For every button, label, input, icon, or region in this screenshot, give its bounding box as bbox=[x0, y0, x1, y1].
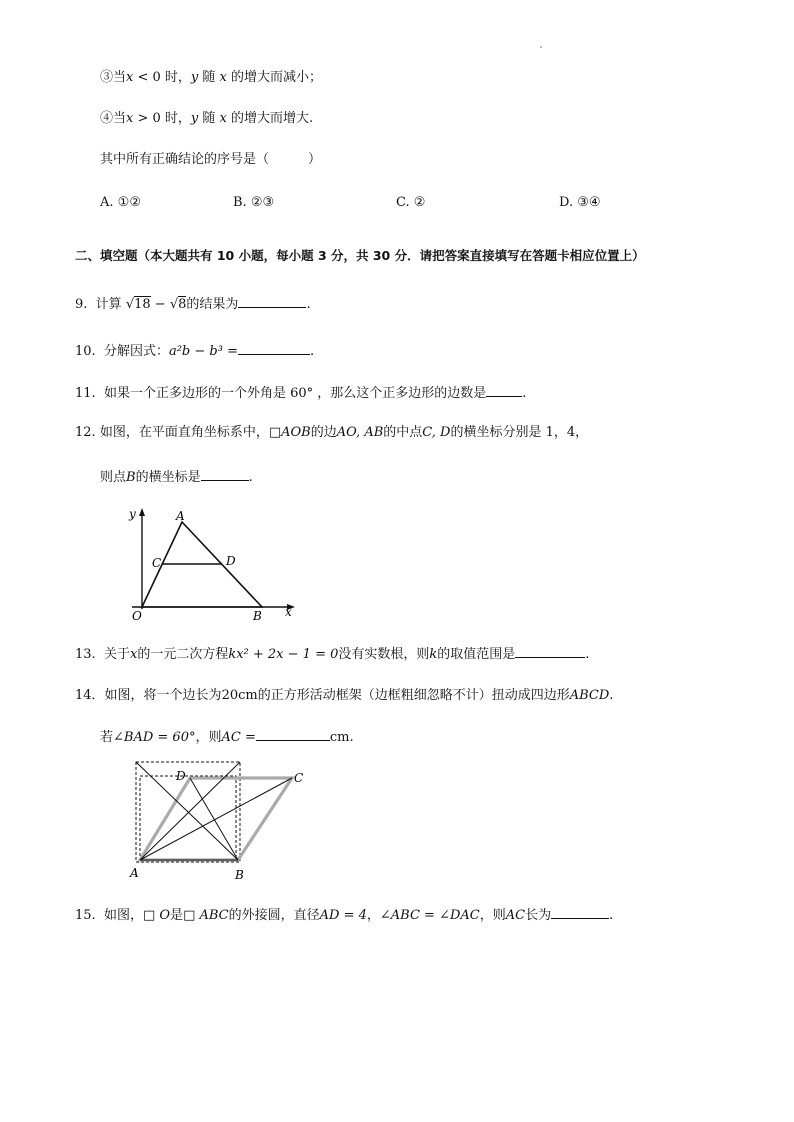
stmt3-prefix: ③当 bbox=[100, 70, 127, 85]
q11-answer-blank[interactable] bbox=[486, 384, 522, 397]
q14-number: 14． bbox=[75, 688, 105, 703]
q14-line1b: 的正方形活动框架（边框粗细忽略不计）扭动成四边形 bbox=[257, 688, 570, 703]
label-x: x bbox=[285, 605, 292, 619]
q9-end: . bbox=[306, 297, 311, 312]
q14-length: 20cm bbox=[221, 688, 258, 703]
q12-pre: 如图，在平面直角坐标系中， bbox=[99, 425, 269, 440]
q12-line2-post: 的横坐标是 bbox=[135, 470, 201, 485]
q11-number: 11. bbox=[75, 386, 96, 401]
q15-ac: AC bbox=[505, 908, 526, 923]
q15-triangle: □ ABC bbox=[183, 908, 229, 923]
q12-points: C, D bbox=[422, 425, 451, 440]
q13-answer-blank[interactable] bbox=[515, 645, 585, 658]
q11-text: 如果一个正多边形的一个外角是 60° ，那么这个正多边形的边数是 bbox=[103, 386, 487, 401]
question-11 bbox=[75, 384, 526, 402]
q9-radical-2: √8 bbox=[169, 297, 187, 312]
stmt4-cond: > 0 时， bbox=[133, 111, 191, 126]
q12-triangle: AOB bbox=[281, 425, 311, 440]
stmt3-mid: 随 bbox=[198, 70, 220, 85]
q13-var: x bbox=[129, 647, 138, 662]
question-9 bbox=[75, 295, 311, 313]
option-value: ② bbox=[413, 195, 426, 210]
stmt4-var-y: y bbox=[190, 111, 199, 126]
question-15 bbox=[75, 906, 613, 924]
q8-prompt: 其中所有正确结论的序号是（ ） bbox=[100, 152, 322, 167]
section-2-heading: 二、填空题（本大题共有 10 小题，每小题 3 分，共 30 分．请把答案直接填写在答题卡相应位置上） bbox=[75, 248, 645, 263]
q8-option-b[interactable] bbox=[233, 195, 274, 211]
stmt4-var-x2: x bbox=[219, 111, 227, 126]
label-a: A bbox=[130, 866, 139, 880]
option-value: ②③ bbox=[250, 195, 275, 210]
diagonal-bd bbox=[190, 778, 238, 860]
stmt4-var-x: x bbox=[126, 111, 134, 126]
q9-post: 的结果为 bbox=[186, 297, 239, 312]
option-label: B. bbox=[233, 195, 247, 210]
dashed-square-inner bbox=[140, 776, 236, 860]
q10-answer-blank[interactable] bbox=[238, 342, 310, 355]
q14-quad: ABCD bbox=[569, 688, 610, 703]
q12-mid2: 的中点 bbox=[383, 425, 423, 440]
label-c: C bbox=[294, 771, 304, 785]
q10-number: 10. bbox=[75, 344, 96, 359]
option-label: D. bbox=[559, 195, 574, 210]
q9-answer-blank[interactable] bbox=[238, 295, 306, 308]
label-b: B bbox=[235, 868, 244, 882]
q9-radical-1: √18 bbox=[125, 297, 151, 312]
q15-angle: ∠ABC = ∠DAC bbox=[379, 908, 480, 923]
q10-expression: a²b − b³ = bbox=[168, 344, 238, 359]
q12-number: 12. bbox=[75, 425, 96, 440]
question-10 bbox=[75, 342, 314, 360]
q13-post: 的取值范围是 bbox=[437, 647, 516, 662]
stmt4-mid: 随 bbox=[198, 111, 220, 126]
q9-minus: − bbox=[150, 297, 170, 312]
question-12-line-2 bbox=[100, 468, 253, 486]
q12-sides: AO, AB bbox=[336, 425, 384, 440]
option-label: C. bbox=[396, 195, 410, 210]
q15-mid: 是 bbox=[170, 908, 184, 923]
stmt3-var-x2: x bbox=[219, 70, 227, 85]
stmt3-var-y: y bbox=[190, 70, 199, 85]
option-value: ①② bbox=[117, 195, 141, 210]
q15-comma: ， bbox=[366, 908, 380, 923]
q15-circle: □ O bbox=[142, 908, 171, 923]
q14-ac: AC = bbox=[221, 730, 256, 745]
q15-ad: AD = 4 bbox=[319, 908, 367, 923]
q15-end: . bbox=[609, 908, 614, 923]
q8-option-c[interactable] bbox=[396, 195, 425, 211]
q15-mid2: 的外接圆，直径 bbox=[228, 908, 320, 923]
q15-number: 15. bbox=[75, 908, 96, 923]
q12-end: . bbox=[248, 470, 253, 485]
statement-3 bbox=[100, 70, 322, 86]
q10-pre: 分解因式： bbox=[103, 344, 169, 359]
q9-radicand-1: 18 bbox=[134, 297, 151, 312]
label-b: B bbox=[253, 609, 262, 623]
q9-number: 9. bbox=[75, 297, 88, 312]
label-a: A bbox=[176, 509, 185, 523]
label-d: D bbox=[226, 554, 236, 568]
q14-end1: . bbox=[609, 688, 614, 703]
question-14-line-2 bbox=[100, 728, 354, 746]
q12-line2-pre: 则点 bbox=[100, 470, 127, 485]
question-12-line-1 bbox=[75, 425, 588, 441]
label-c: C bbox=[152, 556, 162, 570]
question-13 bbox=[75, 645, 589, 663]
option-label: A. bbox=[100, 195, 114, 210]
stmt3-rest: 的增大而减小； bbox=[226, 70, 323, 85]
q15-post2: 长为 bbox=[525, 908, 552, 923]
q13-k: k bbox=[429, 647, 438, 662]
q12-answer-blank[interactable] bbox=[201, 468, 249, 481]
q14-unit: cm bbox=[329, 730, 350, 745]
stmt4-prefix: ④当 bbox=[100, 111, 127, 126]
q12-coordinate-figure bbox=[120, 505, 310, 625]
q13-equation: kx² + 2x − 1 = 0 bbox=[228, 647, 339, 662]
label-d: D bbox=[176, 769, 186, 783]
question-14-line-1 bbox=[75, 688, 613, 704]
q14-line2-mid: ，则 bbox=[195, 730, 222, 745]
q12-post: 的横坐标分别是 1，4， bbox=[450, 425, 589, 440]
q13-pre: 关于 bbox=[103, 647, 130, 662]
option-value: ③④ bbox=[577, 195, 601, 210]
stmt3-var-x: x bbox=[126, 70, 134, 85]
stmt3-cond: < 0 时， bbox=[133, 70, 191, 85]
q10-end: . bbox=[309, 344, 315, 359]
q14-answer-blank[interactable] bbox=[256, 728, 330, 741]
q13-end: . bbox=[585, 647, 590, 662]
q12-mid: 的边 bbox=[310, 425, 337, 440]
q11-end: . bbox=[522, 386, 527, 401]
q8-option-d[interactable] bbox=[559, 195, 601, 211]
q13-mid: 的一元二次方程 bbox=[137, 647, 229, 662]
stmt4-rest: 的增大而增大. bbox=[226, 111, 314, 126]
q15-post: ，则 bbox=[479, 908, 506, 923]
triangle-symbol: □ bbox=[268, 425, 282, 440]
q15-answer-blank[interactable] bbox=[551, 906, 609, 919]
q14-angle: ∠BAD = 60° bbox=[113, 730, 196, 745]
q13-number: 13. bbox=[75, 647, 96, 662]
q14-line2-pre: 若 bbox=[100, 730, 114, 745]
diagonal-ac bbox=[140, 778, 292, 860]
q9-pre: 计算 bbox=[95, 297, 122, 312]
statement-4 bbox=[100, 111, 313, 127]
q14-rhombus-figure bbox=[122, 758, 322, 883]
q8-option-a[interactable] bbox=[100, 195, 141, 211]
q9-radicand-2: 8 bbox=[178, 297, 187, 312]
label-y: y bbox=[129, 507, 136, 521]
y-axis-arrow-icon bbox=[139, 508, 145, 516]
q14-line1: 如图，将一个边长为 bbox=[104, 688, 222, 703]
q13-mid2: 没有实数根，则 bbox=[338, 647, 430, 662]
q15-pre: 如图， bbox=[103, 908, 143, 923]
q12-point-b: B bbox=[126, 470, 136, 485]
q14-end2: . bbox=[349, 730, 354, 745]
label-o: O bbox=[132, 609, 142, 623]
scan-speck bbox=[540, 46, 542, 48]
